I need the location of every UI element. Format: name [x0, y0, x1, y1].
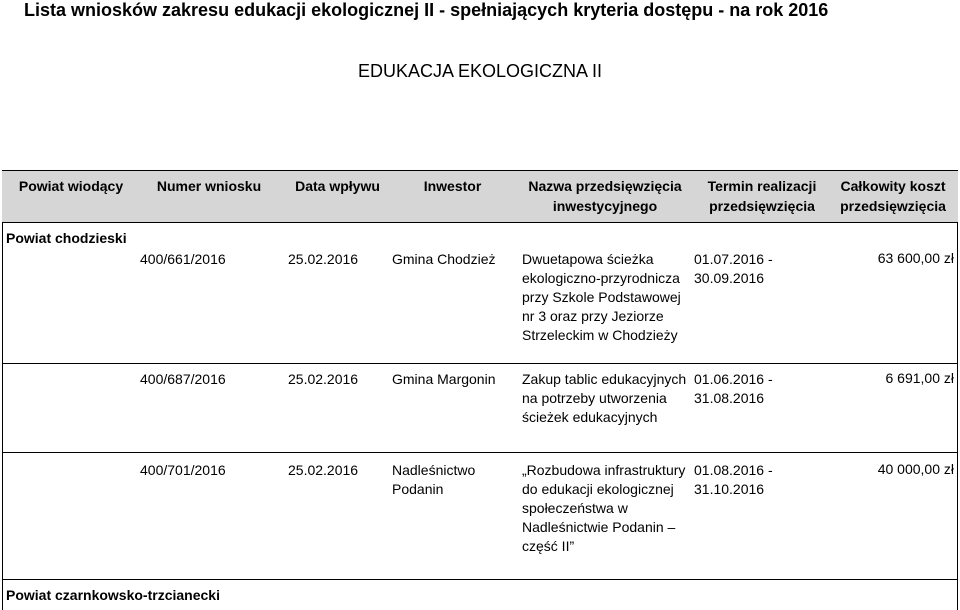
header-numer: Numer wniosku: [156, 178, 262, 194]
row-termin: [694, 370, 773, 408]
nazwa-line: ścieżek edukacyjnych: [522, 409, 658, 425]
header-nazwa-line-2: inwestycyjnego: [552, 198, 658, 214]
header-termin: [700, 176, 824, 216]
page-title: Lista wniosków zakresu edukacji ekologicznej II - spełniających kryteria dostępu - na rok 2016: [24, 0, 829, 20]
inwestor-line: Nadleśnictwo: [392, 462, 476, 478]
termin-line: 01.08.2016 -: [694, 462, 773, 478]
header-nazwa: [510, 176, 700, 216]
section-title: Powiat czarnkowsko-trzcianecki: [6, 587, 220, 603]
right-border: [957, 223, 958, 579]
header-inwestor: Inwestor: [423, 178, 482, 194]
row-data: 25.02.2016: [288, 462, 359, 478]
row-nazwa: [522, 461, 685, 556]
header-koszt-line-2: przedsięwzięcia: [840, 198, 946, 214]
nazwa-line: część II”: [522, 538, 575, 554]
nazwa-line: „Rozbudowa infrastruktury: [522, 462, 686, 478]
row-inwestor: Gmina Margonin: [392, 371, 496, 387]
nazwa-line: przy Szkole Podstawowej: [522, 289, 681, 305]
row-numer: 400/661/2016: [140, 251, 226, 267]
termin-line: 01.07.2016 -: [694, 251, 773, 267]
row-numer: 400/687/2016: [140, 371, 226, 387]
row-divider: [2, 452, 958, 453]
termin-line: 30.09.2016: [694, 270, 765, 286]
header-termin-line-2: przedsięwzięcia: [709, 198, 815, 214]
row-inwestor: Gmina Chodzież: [392, 251, 496, 267]
section-title: Powiat chodzieski: [6, 230, 127, 246]
header-data: Data wpływu: [295, 178, 380, 194]
nazwa-line: ekologiczno-przyrodnicza: [522, 270, 680, 286]
row-koszt: 63 600,00 zł: [877, 250, 954, 266]
nazwa-line: na potrzeby utworzenia: [522, 390, 667, 406]
row-termin: [694, 250, 773, 288]
termin-line: 31.10.2016: [694, 481, 765, 497]
nazwa-line: Dwuetapowa ścieżka: [522, 251, 654, 267]
row-koszt: 6 691,00 zł: [885, 370, 954, 386]
row-koszt: 40 000,00 zł: [877, 461, 954, 477]
nazwa-line: Nadleśnictwie Podanin –: [522, 519, 676, 535]
row-data: 25.02.2016: [288, 251, 359, 267]
row-divider: [2, 363, 958, 364]
row-data: 25.02.2016: [288, 371, 359, 387]
nazwa-line: Strzeleckim w Chodzieży: [522, 327, 678, 343]
header-termin-line-1: Termin realizacji: [707, 178, 817, 194]
row-inwestor: [392, 461, 475, 499]
row-nazwa: [522, 250, 681, 345]
termin-line: 01.06.2016 -: [694, 371, 773, 387]
row-numer: 400/701/2016: [140, 462, 226, 478]
row-termin: [694, 461, 773, 499]
nazwa-line: społeczeństwa w: [522, 500, 628, 516]
termin-line: 31.08.2016: [694, 390, 765, 406]
nazwa-line: nr 3 oraz przy Jeziorze: [522, 308, 664, 324]
page-subtitle: EDUKACJA EKOLOGICZNA II: [357, 61, 603, 81]
inwestor-line: Podanin: [392, 481, 444, 497]
row-nazwa: [522, 370, 686, 427]
nazwa-line: do edukacji ekologicznej: [522, 481, 674, 497]
left-border: [2, 223, 3, 579]
header-koszt-line-1: Całkowity koszt: [840, 178, 946, 194]
header-powiat: Powiat wiodący: [18, 178, 124, 194]
header-koszt: [828, 176, 958, 216]
nazwa-line: Zakup tablic edukacyjnych: [522, 371, 687, 387]
header-nazwa-line-1: Nazwa przedsięwzięcia: [528, 178, 682, 194]
